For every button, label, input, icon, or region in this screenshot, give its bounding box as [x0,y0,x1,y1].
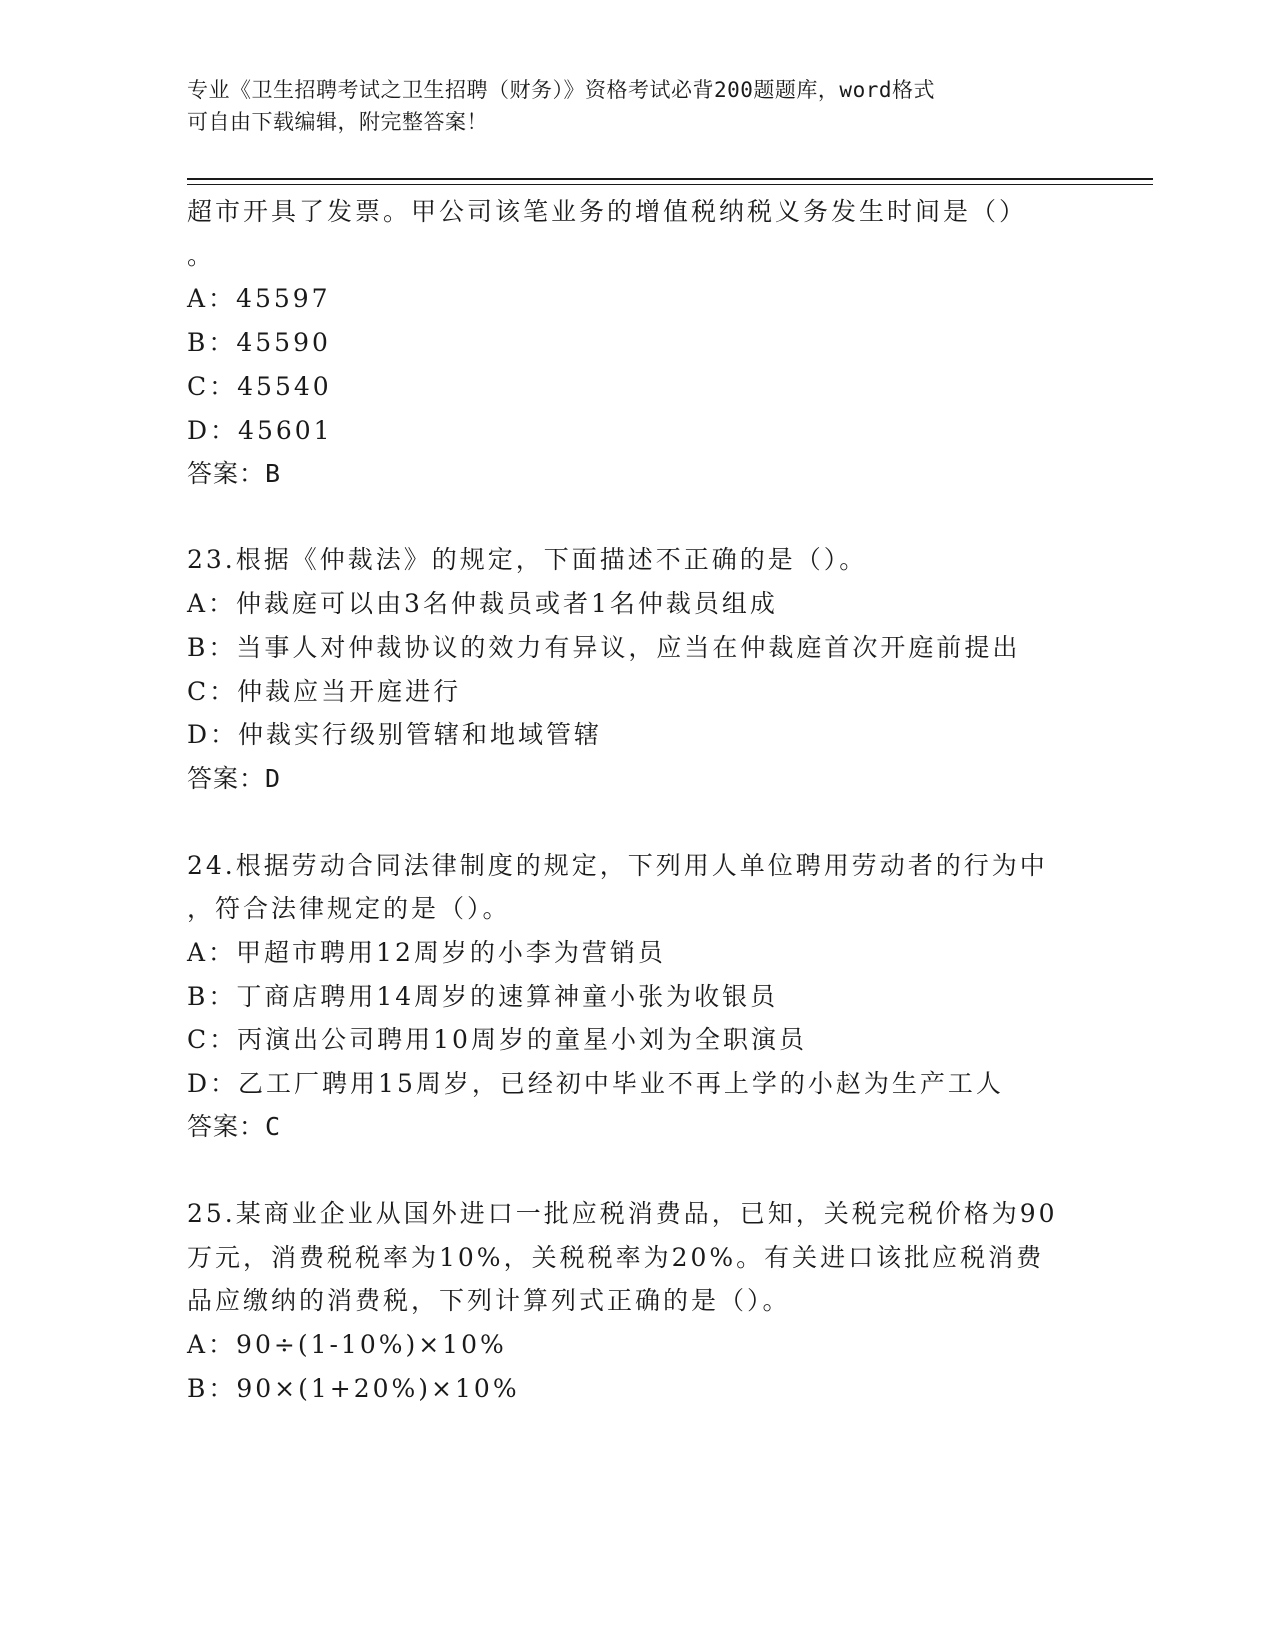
question-stem-cont: 万元，消费税税率为10%，关税税率为20%。有关进口该批应税消费 [187,1243,1045,1272]
option-b: B：45590 [187,328,331,357]
option-c: C：45540 [187,372,332,401]
document-header [187,74,1067,138]
question-stem: 超市开具了发票。甲公司该笔业务的增值税纳税义务发生时间是（） [187,197,1028,226]
option-c: C：仲裁应当开庭进行 [187,677,462,706]
answer-label: 答案：C [187,1112,282,1141]
header-line-1: 专业《卫生招聘考试之卫生招聘（财务）》资格考试必背200题题库，word格式 [187,78,935,102]
question-stem-cont: ，符合法律规定的是（）。 [187,894,511,923]
answer-label: 答案：B [187,459,282,488]
option-d: D：仲裁实行级别管辖和地域管辖 [187,720,603,749]
option-b: B：丁商店聘用14周岁的速算神童小张为收银员 [187,982,779,1011]
option-a: A：90÷(1-10%)×10% [187,1330,507,1359]
header-divider-thin [187,184,1153,185]
option-a: A：仲裁庭可以由3名仲裁员或者1名仲裁员组成 [187,589,778,618]
option-b: B：当事人对仲裁协议的效力有异议，应当在仲裁庭首次开庭前提出 [187,633,1021,662]
option-d: D：乙工厂聘用15周岁，已经初中毕业不再上学的小赵为生产工人 [187,1069,1004,1098]
option-a: A：甲超市聘用12周岁的小李为营销员 [187,938,666,967]
question-stem: 23.根据《仲裁法》的规定，下面描述不正确的是（）。 [187,545,868,574]
question-stem: 24.根据劳动合同法律制度的规定，下列用人单位聘用劳动者的行为中 [187,851,1048,880]
answer-label: 答案：D [187,764,282,793]
question-stem-cont: 品应缴纳的消费税，下列计算列式正确的是（）。 [187,1286,791,1315]
option-c: C：丙演出公司聘用10周岁的童星小刘为全职演员 [187,1025,807,1054]
question-stem-end: 。 [187,241,216,270]
question-stem: 25.某商业企业从国外进口一批应税消费品，已知，关税完税价格为90 [187,1199,1058,1228]
option-d: D：45601 [187,416,333,445]
header-divider-thick [187,178,1153,180]
option-b: B：90×(1+20%)×10% [187,1374,520,1403]
header-line-2: 可自由下载编辑，附完整答案！ [187,110,488,134]
option-a: A：45597 [187,284,331,313]
